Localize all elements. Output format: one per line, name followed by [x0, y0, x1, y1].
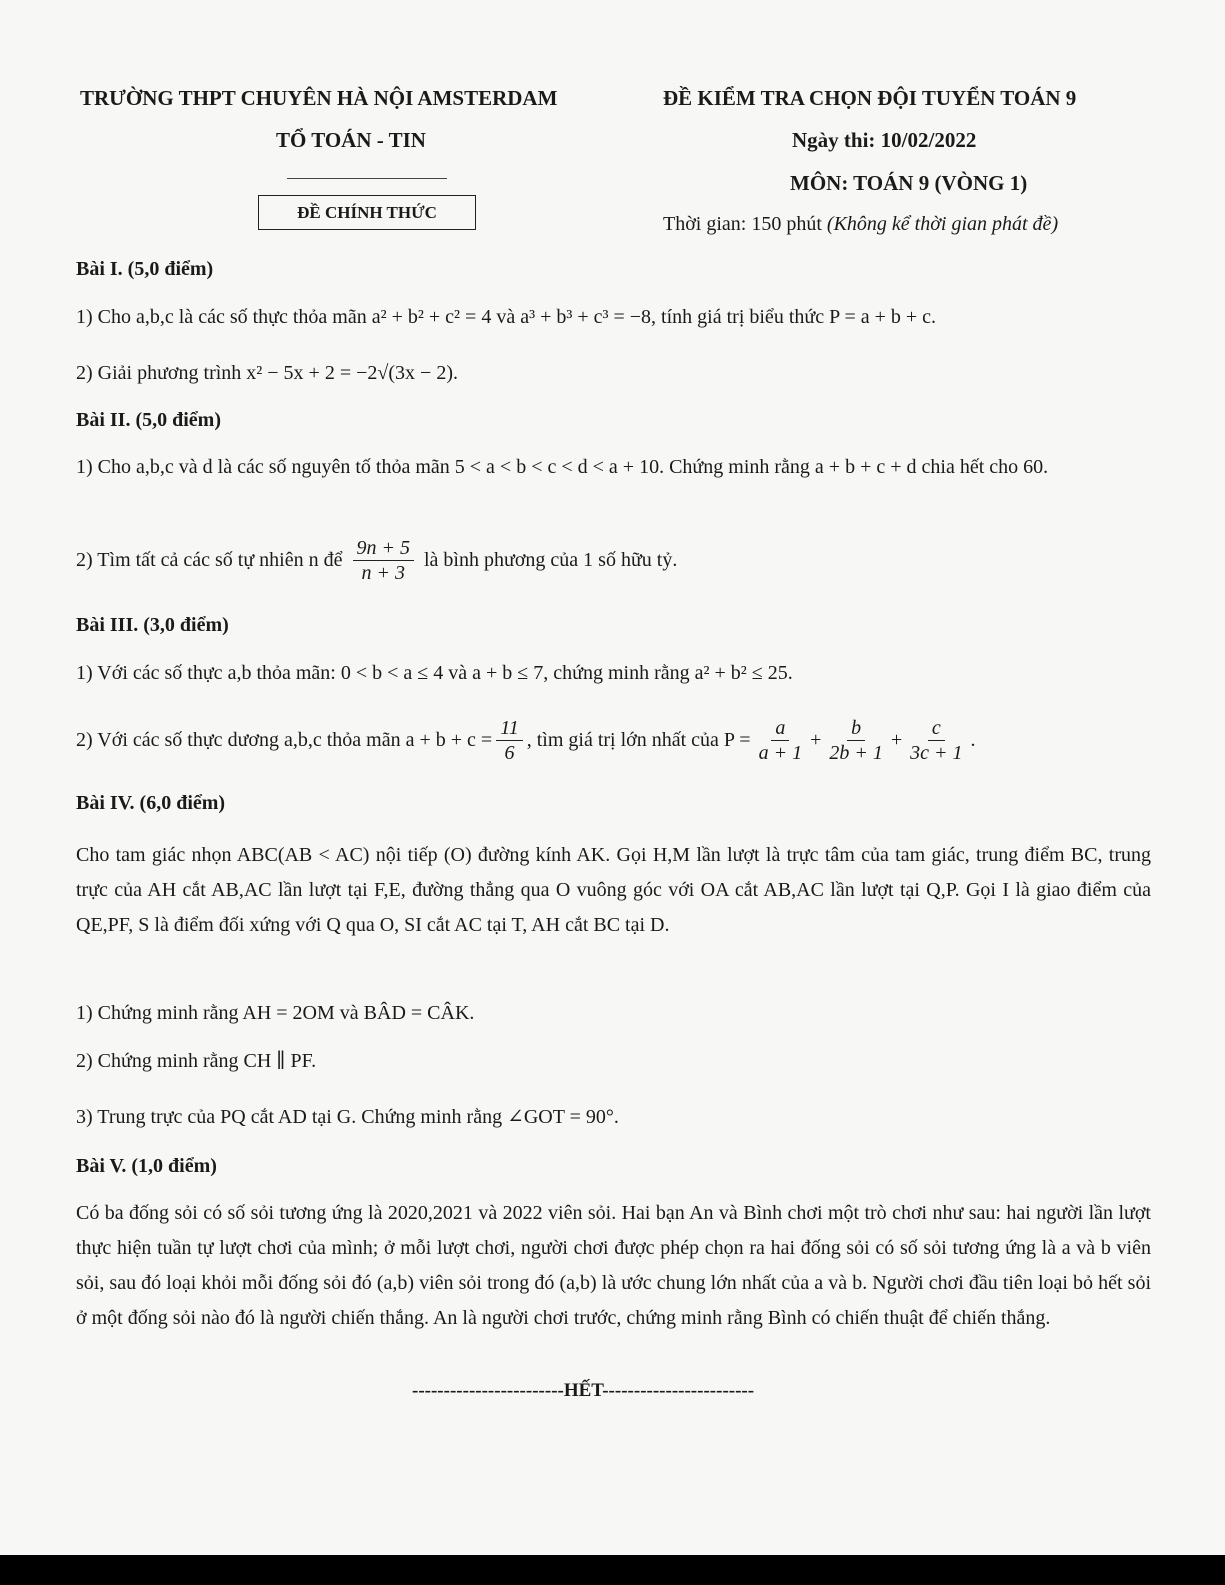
- bai-3-sum-fraction: [496, 716, 523, 765]
- official-label: ĐỀ CHÍNH THỨC: [297, 202, 437, 222]
- bai-3-q2-prefix: 2) Với các số thực dương a,b,c thỏa mãn a + b + c =: [76, 729, 493, 751]
- section-bai-3-title: Bài III. (3,0 điểm): [76, 614, 229, 636]
- bottom-black-bar: [0, 1555, 1225, 1585]
- bai-2-question-1: 1) Cho a,b,c và d là các số nguyên tố thỏa mãn 5 < a < b < c < d < a + 10. Chứng minh rằng a + b + c + d chia hết cho 60.: [76, 456, 1049, 478]
- bai-3-sum-numerator: 11: [496, 716, 523, 741]
- section-bai-1-title: Bài I. (5,0 điểm): [76, 258, 214, 280]
- exam-time-note: (Không kể thời gian phát đề): [826, 213, 1059, 235]
- bai-3-term-1: [755, 716, 807, 765]
- section-bai-5-title: Bài V. (1,0 điểm): [76, 1155, 217, 1177]
- department-name: TỔ TOÁN - TIN: [276, 128, 426, 152]
- bai-3-question-1: 1) Với các số thực a,b thỏa mãn: 0 < b < a ≤ 4 và a + b ≤ 7, chứng minh rằng a² + b² ≤ 25.: [76, 662, 793, 684]
- bai-3-term-3-numerator: c: [928, 716, 945, 741]
- exam-time-prefix: Thời gian: 150 phút: [663, 213, 827, 235]
- bai-2-question-2: [76, 536, 677, 585]
- bai-2-fraction-denominator: n + 3: [361, 562, 405, 584]
- bai-2-q2-suffix: là bình phương của 1 số hữu tỷ.: [424, 549, 678, 571]
- bai-2-fraction-numerator: 9n + 5: [353, 536, 415, 561]
- plus-sign: +: [810, 729, 822, 751]
- bai-3-q2-middle: , tìm giá trị lớn nhất của P =: [526, 729, 751, 751]
- period: .: [970, 729, 976, 751]
- bai-3-term-2-denominator: 2b + 1: [829, 742, 883, 764]
- bai-3-term-1-denominator: a + 1: [758, 742, 803, 764]
- bai-4-question-2: 2) Chứng minh rằng CH ∥ PF.: [76, 1050, 317, 1072]
- header-divider: [287, 178, 447, 179]
- bai-4-question-3: 3) Trung trực của PQ cắt AD tại G. Chứng minh rằng ∠GOT = 90°.: [76, 1106, 619, 1128]
- bai-4-question-1: 1) Chứng minh rằng AH = 2OM và BÂD = CÂK.: [76, 1002, 475, 1024]
- official-exam-box: [258, 195, 476, 230]
- section-bai-4-title: Bài IV. (6,0 điểm): [76, 792, 226, 814]
- bai-5-body: Có ba đống sỏi có số sỏi tương ứng là 2020,2021 và 2022 viên sỏi. Hai bạn An và Bình chơi một trò chơi như sau: hai người lần lượt thực hiện tuần tự lượt chơi của mình; ở mỗi lượt chơi, người chơi được phép chọn ra hai đống sỏi có số sỏi tương ứng là a và b viên sỏi, sau đó loại khỏi mỗi đống sỏi đó (a,b) viên sỏi trong đó (a,b) là ước chung lớn nhất của a và b. Người chơi đầu tiên loại bỏ hết sỏi ở một đống sỏi nào đó là người chiến thắng. An là người chơi trước, chứng minh rằng Bình có chiến thuật để chiến thắng.: [76, 1202, 1151, 1329]
- bai-3-term-2-numerator: b: [847, 716, 865, 741]
- bai-3-sum-denominator: 6: [504, 742, 515, 764]
- bai-2-fraction: [353, 536, 415, 585]
- bai-3-question-2: [76, 716, 976, 765]
- exam-date: Ngày thi: 10/02/2022: [792, 128, 977, 152]
- school-name: TRƯỜNG THPT CHUYÊN HÀ NỘI AMSTERDAM: [80, 86, 558, 110]
- exam-time: [663, 213, 1058, 236]
- bai-3-term-2: [825, 716, 887, 765]
- exam-subject: MÔN: TOÁN 9 (VÒNG 1): [790, 171, 1028, 195]
- bai-1-question-1: 1) Cho a,b,c là các số thực thỏa mãn a² + b² + c² = 4 và a³ + b³ + c³ = −8, tính giá trị biểu thức P = a + b + c.: [76, 306, 937, 328]
- end-marker: ------------------------HẾT------------------------: [412, 1380, 755, 1401]
- section-bai-2-title: Bài II. (5,0 điểm): [76, 409, 221, 431]
- bai-1-question-2: 2) Giải phương trình x² − 5x + 2 = −2√(3x − 2).: [76, 362, 458, 384]
- bai-4-body: Cho tam giác nhọn ABC(AB < AC) nội tiếp (O) đường kính AK. Gọi H,M lần lượt là trực tâm của tam giác, trung điểm BC, trung trực của AH cắt AB,AC lần lượt tại F,E, đường thẳng qua O vuông góc với OA cắt AB,AC lần lượt tại Q,P. Gọi I là giao điểm của QE,PF, S là điểm đối xứng với Q qua O, SI cắt AC tại T, AH cắt BC tại D.: [76, 844, 1151, 936]
- plus-sign: +: [890, 729, 903, 751]
- bai-3-term-3-denominator: 3c + 1: [910, 742, 963, 764]
- bai-2-q2-prefix: 2) Tìm tất cả các số tự nhiên n để: [76, 549, 343, 571]
- bai-3-term-3: [906, 716, 966, 765]
- bai-3-term-1-numerator: a: [771, 716, 789, 741]
- exam-title: ĐỀ KIỂM TRA CHỌN ĐỘI TUYỂN TOÁN 9: [663, 86, 1077, 110]
